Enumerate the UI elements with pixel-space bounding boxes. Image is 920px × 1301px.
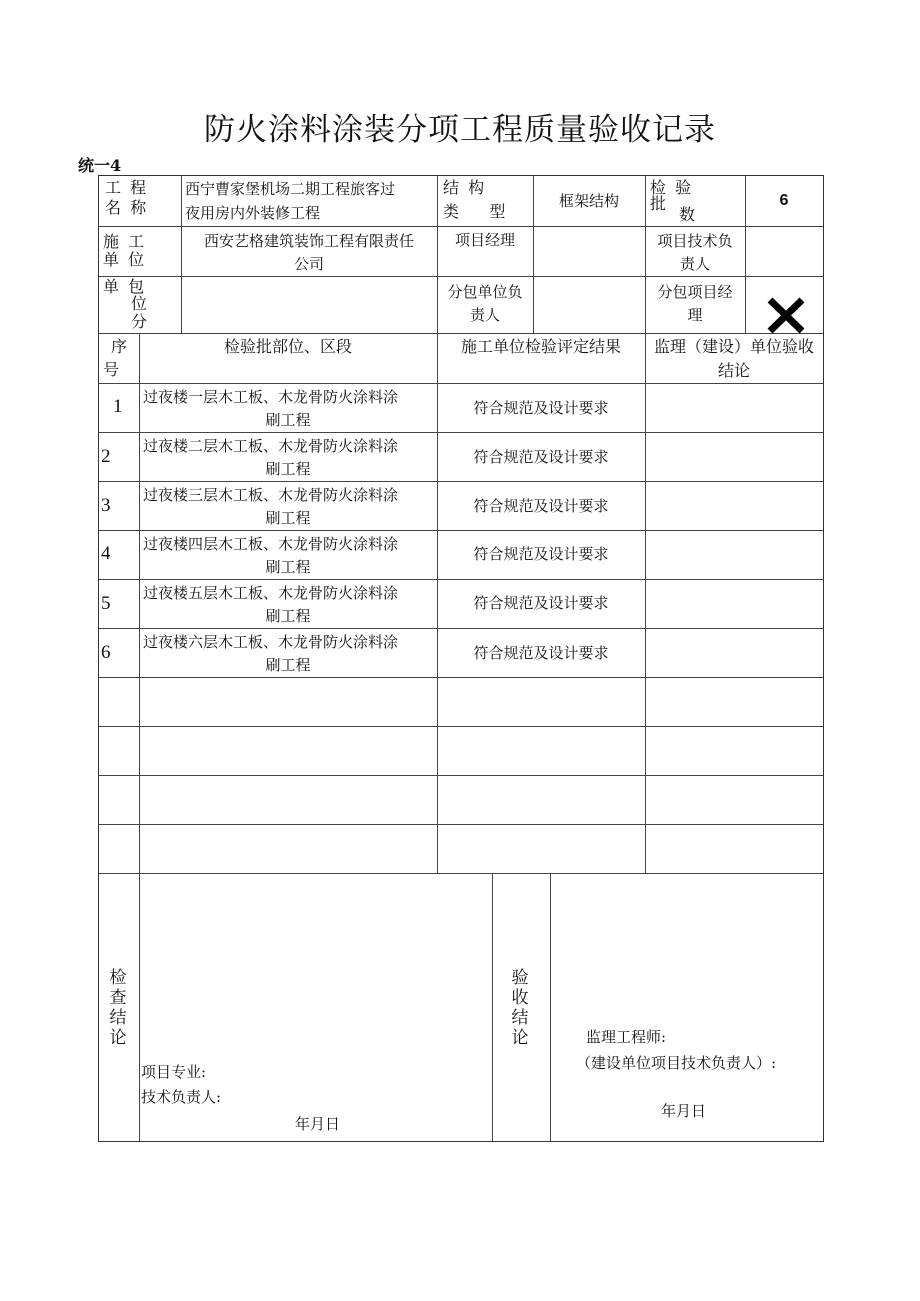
batch-label-1: 检 验 [650,178,694,197]
row-seq: 2 [101,446,111,467]
batch-label-3: 数 [679,205,698,224]
location-header: 检验批部位、区段 [223,337,352,356]
date-left: 年月日 [295,1115,341,1133]
project-label: 工 程 名 称 [105,178,149,217]
contractor-name-line-2: 公司 [293,255,324,273]
acceptance-conclusion-label: 验收结论 [511,968,529,1048]
row-location-2: 刷工程 [265,656,311,674]
row-location-1: 过夜楼五层木工板、木龙骨防火涂料涂 [143,584,399,602]
form-number: 统一4 [78,156,122,175]
date-right: 年月日 [661,1102,707,1120]
sub-pm-label-1: 分包项目经 [657,283,733,301]
supervisor-header-1: 监理（建设）单位验收 [653,337,814,356]
subcontractor-label-1: 单 包 [103,277,147,296]
row-location-1: 过夜楼四层木工板、木龙骨防火涂料涂 [143,535,399,553]
supervisor-header-2: 结论 [717,361,750,380]
cross-mark-icon [767,297,805,333]
batch-count: 6 [779,192,789,209]
owner-tech-lead-label: （建设单位项目技术负责人）: [576,1054,777,1072]
row-location-2: 刷工程 [265,558,311,576]
row-result: 符合规范及设计要求 [473,594,609,612]
contractor-name-line-1: 西安艺格建筑装饰工程有限责任 [203,232,414,250]
row-result: 符合规范及设计要求 [473,448,609,466]
project-manager-label: 项目经理 [454,231,515,249]
row-seq: 3 [101,495,111,516]
row-location-2: 刷工程 [265,509,311,527]
tech-lead-label-2: 责人 [679,255,710,273]
acceptance-record-table [98,175,824,1142]
sub-pm-label-2: 理 [687,306,703,324]
row-location-1: 过夜楼二层木工板、木龙骨防火涂料涂 [143,437,399,455]
row-seq: 6 [101,642,111,663]
row-result: 符合规范及设计要求 [473,644,609,662]
structure-label-1: 结 构 [443,178,487,197]
supervising-engineer-label: 监理工程师: [586,1028,667,1046]
row-result: 符合规范及设计要求 [473,545,609,563]
row-seq: 4 [101,543,111,564]
check-conclusion-label: 检查结论 [109,968,127,1048]
row-location-1: 过夜楼六层木工板、木龙骨防火涂料涂 [143,633,399,651]
row-seq: 1 [113,396,123,417]
contractor-result-header: 施工单位检验评定结果 [460,337,621,356]
row-location-2: 刷工程 [265,411,311,429]
structure-type: 框架结构 [558,192,619,210]
project-professional-label: 项目专业: [141,1063,207,1081]
batch-label-2: 批 [650,194,669,213]
contractor-label-1: 施 工 [103,232,147,251]
subcontractor-label-3: 分 [131,312,150,331]
page-title: 防火涂料涂装分项工程质量验收记录 [204,112,716,148]
tech-lead-label-1: 项目技术负 [657,232,733,250]
seq-header-1: 序 [110,337,127,356]
row-result: 符合规范及设计要求 [473,497,609,515]
tech-responsible-label: 技术负责人: [141,1088,222,1106]
project-name-line-2: 夜用房内外装修工程 [185,204,321,222]
sub-lead-label-2: 责人 [469,306,500,324]
row-location-1: 过夜楼一层木工板、木龙骨防火涂料涂 [143,388,399,406]
sub-lead-label-1: 分包单位负 [447,283,523,301]
row-result: 符合规范及设计要求 [473,399,609,417]
project-name-line-1: 西宁曹家堡机场二期工程旅客过 [185,180,396,198]
row-seq: 5 [101,593,111,614]
subcontractor-label-2: 位 [131,294,150,313]
structure-label-2: 类 型 [443,202,508,221]
seq-header-2: 号 [103,360,120,379]
contractor-label-2: 单 位 [103,250,147,269]
row-location-2: 刷工程 [265,607,311,625]
row-location-1: 过夜楼三层木工板、木龙骨防火涂料涂 [143,486,399,504]
row-location-2: 刷工程 [265,460,311,478]
